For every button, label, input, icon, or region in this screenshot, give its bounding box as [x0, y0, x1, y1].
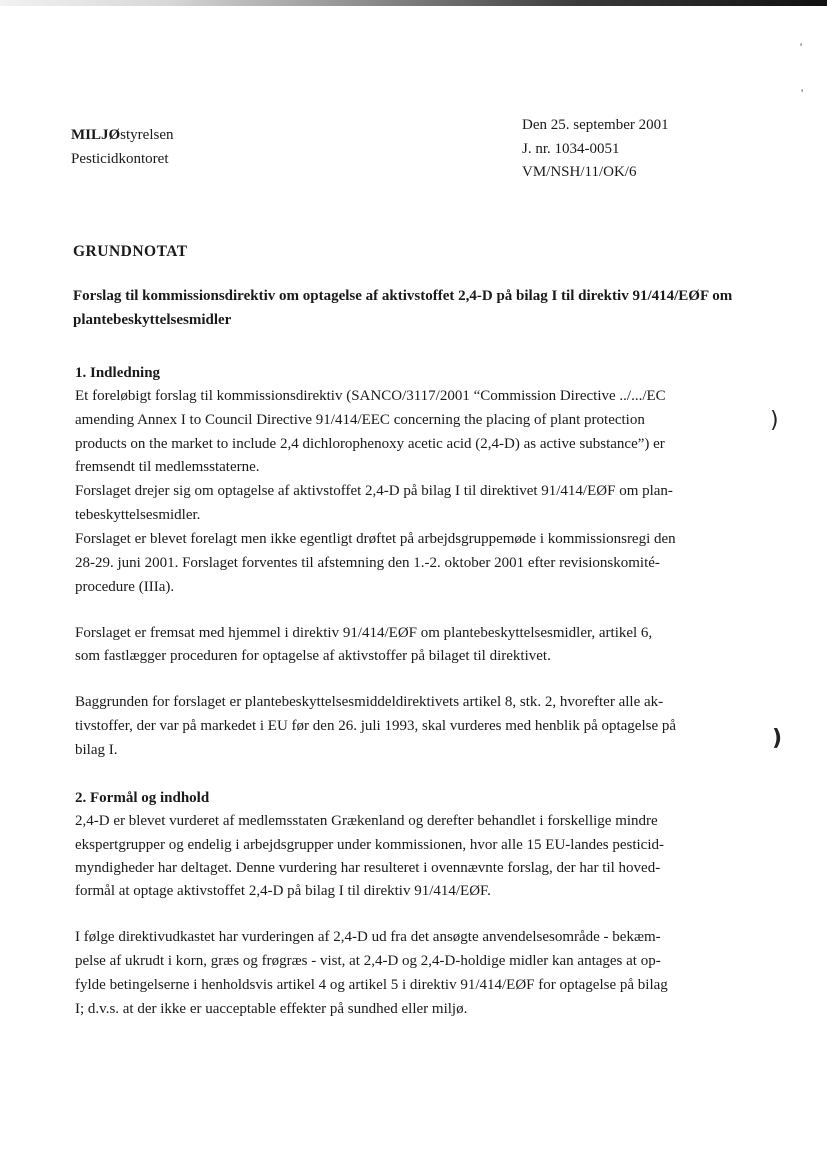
body-line: Forslaget drejer sig om optagelse af aktivstoffet 2,4-D på bilag I til direktivet 91/414/EØF om plan- — [75, 483, 673, 499]
body-line: ekspertgrupper og endelig i arbejdsgrupper under kommissionen, hvor alle 15 EU-landes pesticid- — [75, 837, 665, 853]
body-line: tebeskyttelsesmidler. — [75, 507, 201, 523]
margin-bracket-mark: ) — [770, 408, 779, 433]
body-line: fylde betingelserne i henholdsvis artikel 4 og artikel 5 i direktiv 91/414/EØF for optagelse på bilag — [75, 977, 668, 993]
body-line: fremsendt til medlemsstaterne. — [75, 459, 260, 475]
body-line: Et foreløbigt forslag til kommissionsdirektiv (SANCO/3117/2001 “Commission Directive ../.../EC — [75, 388, 666, 404]
journal-number: J. nr. 1034-0051 — [522, 140, 620, 157]
body-line: 2,4-D er blevet vurderet af medlemsstaten Grækenland og derefter behandlet i forskellige mindre — [75, 813, 658, 829]
org-name — [71, 124, 174, 148]
body-line: Forslaget er fremsat med hjemmel i direktiv 91/414/EØF om plantebeskyttelsesmidler, artikel 6, — [75, 625, 653, 641]
section-heading-introduction: 1. Indledning — [75, 365, 161, 381]
body-line: formål at optage aktivstoffet 2,4-D på bilag I til direktiv 91/414/EØF. — [75, 883, 491, 899]
body-line: amending Annex I to Council Directive 91/414/EEC concerning the placing of plant protection — [75, 412, 645, 428]
scan-top-edge — [0, 0, 827, 6]
body-line: 28-29. juni 2001. Forslaget forventes til afstemning den 1.-2. oktober 2001 efter revisionskomité- — [75, 555, 660, 571]
scan-speck: ' — [801, 86, 804, 100]
scan-speck: ' — [800, 40, 803, 54]
department: Pesticidkontoret — [71, 150, 169, 167]
meta-block — [522, 114, 669, 185]
body-line: I følge direktivudkastet har vurderingen af 2,4-D ud fra det ansøgte anvendelsesområde - bekæm- — [75, 929, 661, 945]
body-line: products on the market to include 2,4 dichlorophenoxy acetic acid (2,4-D) as active substance”) er — [75, 436, 665, 452]
section-heading-purpose: 2. Formål og indhold — [75, 790, 210, 806]
body-line: procedure (IIIa). — [75, 579, 175, 595]
org-name-suffix: styrelsen — [120, 127, 174, 143]
body-line: pelse af ukrudt i korn, græs og frøgræs - vist, at 2,4-D og 2,4-D-holdige midler kan antages at op- — [75, 953, 661, 969]
body-line: som fastlægger proceduren for optagelse af aktivstoffer på bilaget til direktivet. — [75, 648, 551, 664]
body-line: Forslaget er blevet forelagt men ikke egentligt drøftet på arbejdsgruppemøde i kommissionsregi den — [75, 531, 676, 547]
body-line: tivstoffer, der var på markedet i EU før den 26. juli 1993, skal vurderes med henblik på optagelse på — [75, 718, 677, 734]
reference-code: VM/NSH/11/OK/6 — [522, 164, 637, 180]
body-line: myndigheder har deltaget. Denne vurdering har resulteret i ovennævnte forslag, der har til hoved- — [75, 860, 661, 876]
body-line: bilag I. — [75, 742, 118, 758]
margin-bracket-mark: ) — [772, 726, 783, 751]
sender-block — [71, 124, 174, 171]
org-name-prefix: MILJØ — [71, 127, 121, 143]
document-date: Den 25. september 2001 — [522, 117, 669, 133]
document-type: GRUNDNOTAT — [73, 243, 188, 260]
document-subject: Forslag til kommissionsdirektiv om optagelse af aktivstoffet 2,4-D på bilag I til direktiv 91/414/EØF om plantebeskyttelsesmidler — [73, 288, 733, 328]
body-line: I; d.v.s. at der ikke er uacceptable effekter på sundhed eller miljø. — [75, 1001, 468, 1017]
body-line: Baggrunden for forslaget er plantebeskyttelsesmiddeldirektivets artikel 8, stk. 2, hvorefter alle ak- — [75, 694, 664, 710]
